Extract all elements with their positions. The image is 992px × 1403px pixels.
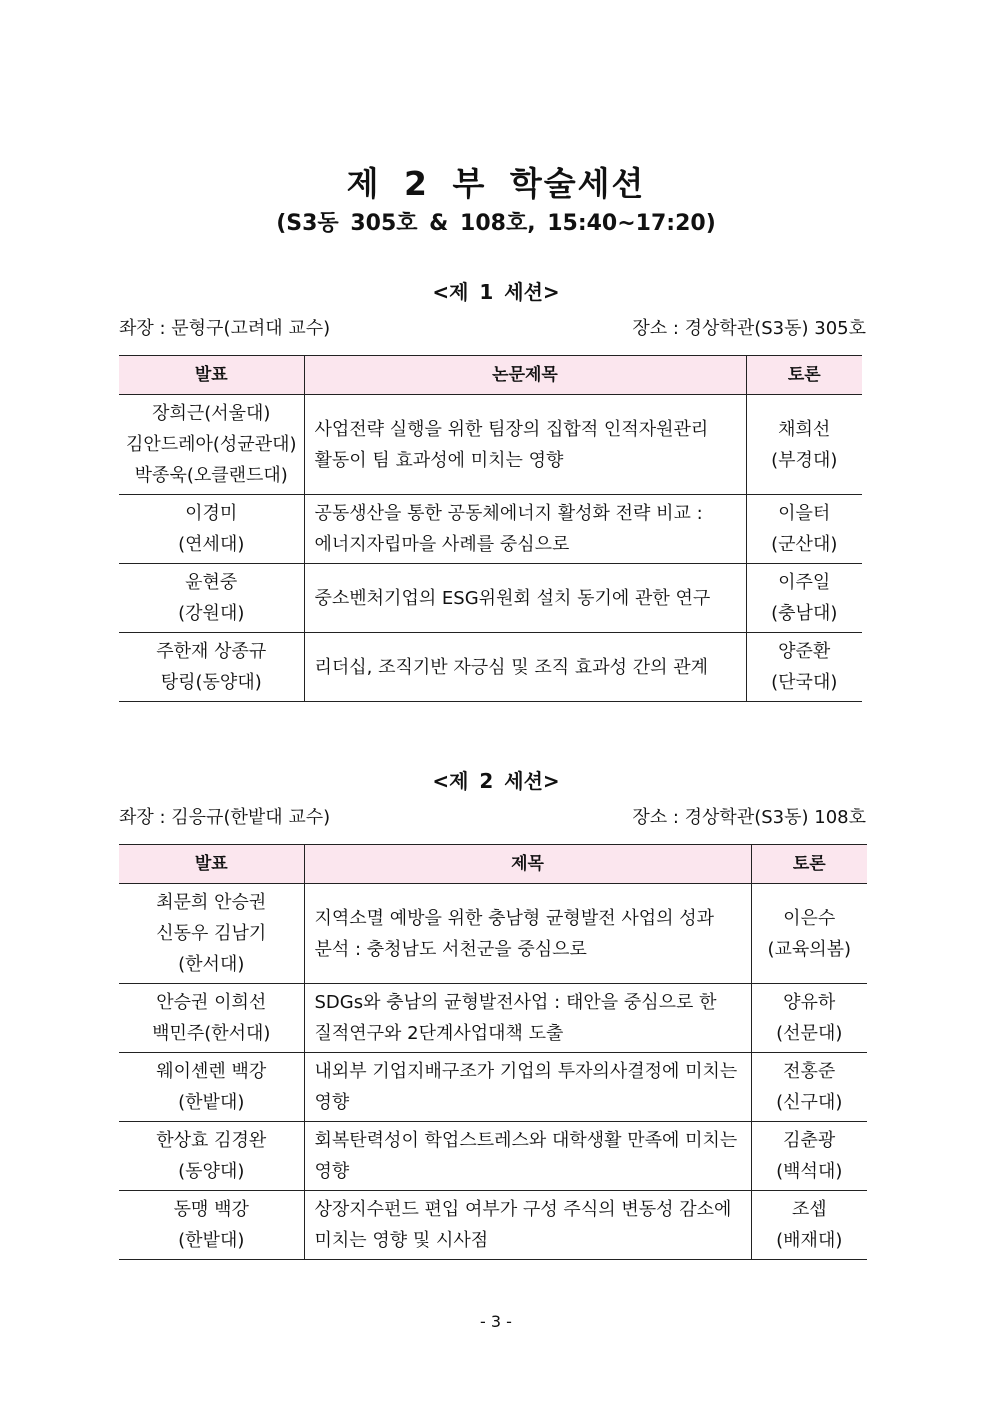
paper-title-cell-line: 질적연구와 2단계사업대책 도출	[314, 1023, 564, 1044]
presenter-cell	[119, 984, 304, 1053]
presenter-cell-line: (동양대)	[178, 1161, 245, 1182]
paper-title-cell-line: 분석 : 충청남도 서천군을 중심으로	[314, 938, 587, 960]
discussant-cell-line: (신구대)	[776, 1092, 843, 1113]
presenter-cell-line: 이경미	[185, 503, 238, 524]
paper-title-cell	[304, 1191, 751, 1260]
presenter-cell	[119, 564, 304, 633]
header-discussant: 토론	[751, 845, 867, 884]
presenter-cell	[119, 1191, 304, 1260]
header-title: 제목	[304, 845, 751, 884]
discussant-cell	[751, 1053, 867, 1122]
discussant-cell-line: (부경대)	[771, 449, 838, 471]
presenter-cell-line: 장희근(서울대)	[152, 403, 271, 424]
paper-title-cell-line: 회복탄력성이 학업스트레스와 대학생활 만족에 미치는	[314, 1130, 738, 1151]
presenter-cell-line: 백민주(한서대)	[152, 1023, 271, 1044]
table-row	[119, 564, 862, 633]
discussant-cell-line: 이을터	[778, 503, 831, 524]
table-row	[119, 1053, 867, 1122]
paper-title-cell	[304, 984, 751, 1053]
page-subtitle: (S3동 305호 & 108호, 15:40~17:20)	[276, 211, 716, 236]
session-1-place: 장소 : 경상학관(S3동) 305호	[632, 318, 866, 339]
table-row	[119, 633, 862, 702]
presenter-cell-line: (한서대)	[178, 954, 245, 975]
table-row	[119, 884, 867, 984]
paper-title-cell	[304, 1053, 751, 1122]
discussant-cell-line: 양준환	[778, 641, 831, 662]
presenter-cell-line: 윤현중	[185, 572, 238, 593]
paper-title-cell	[304, 1122, 751, 1191]
paper-title-cell-line: 상장지수펀드 편입 여부가 구성 주식의 변동성 감소에	[314, 1199, 732, 1220]
paper-title-cell	[304, 564, 746, 633]
table-row	[119, 1122, 867, 1191]
presenter-cell-line: 신동우 김남기	[156, 923, 267, 944]
paper-title-cell	[304, 495, 746, 564]
presenter-cell-line: 김안드레아(성균관대)	[125, 434, 297, 455]
header-discussant: 토론	[746, 356, 862, 395]
presenter-cell-line: 웨이셴렌 백강	[156, 1061, 267, 1082]
presenter-cell-line: 최문희 안승권	[156, 892, 267, 913]
discussant-cell	[751, 884, 867, 984]
presenter-cell-line: 탕링(동양대)	[160, 672, 262, 693]
discussant-cell	[746, 564, 862, 633]
discussant-cell-line: 조셉	[791, 1199, 827, 1220]
session-2-heading: <제 2 세션>	[432, 769, 560, 793]
discussant-cell	[746, 395, 862, 495]
paper-title-cell	[304, 884, 751, 984]
table-row	[119, 395, 862, 495]
table-row	[119, 984, 867, 1053]
presenter-cell	[119, 395, 304, 495]
table-row	[119, 495, 862, 564]
paper-title-cell-line: 미치는 영향 및 시사점	[314, 1230, 489, 1251]
session-1-chair: 좌장 : 문형구(고려대 교수)	[119, 318, 331, 339]
discussant-cell-line: (충남대)	[771, 603, 838, 624]
paper-title-cell-line: 리더십, 조직기반 자긍심 및 조직 효과성 간의 관계	[314, 656, 709, 678]
paper-title-cell-line: 내외부 기업지배구조가 기업의 투자의사결정에 미치는	[314, 1061, 738, 1082]
presenter-cell-line: (한밭대)	[178, 1092, 245, 1113]
discussant-cell	[751, 984, 867, 1053]
paper-title-cell-line: 영향	[314, 1161, 350, 1182]
session-1-heading: <제 1 세션>	[432, 280, 560, 304]
discussant-cell	[751, 1122, 867, 1191]
session-2-table	[119, 844, 867, 1260]
presenter-cell	[119, 1122, 304, 1191]
paper-title-cell	[304, 395, 746, 495]
discussant-cell-line: (선문대)	[776, 1023, 843, 1044]
paper-title-cell-line: 영향	[314, 1092, 350, 1113]
paper-title-cell-line: 지역소멸 예방을 위한 충남형 균형발전 사업의 성과	[314, 907, 714, 929]
page-title: 제 2 부 학술세션	[346, 164, 646, 203]
presenter-cell-line: 안승권 이희선	[156, 992, 267, 1013]
discussant-cell-line: 김춘광	[783, 1130, 836, 1151]
discussant-cell	[746, 633, 862, 702]
header-presenter: 발표	[119, 845, 304, 884]
discussant-cell-line: (군산대)	[771, 534, 838, 555]
presenter-cell-line: 박종욱(오클랜드대)	[134, 465, 288, 486]
presenter-cell-line: 동맹 백강	[173, 1199, 249, 1220]
presenter-cell-line: 주한재 상종규	[156, 641, 267, 662]
presenter-cell	[119, 884, 304, 984]
presenter-cell	[119, 495, 304, 564]
presenter-cell	[119, 633, 304, 702]
paper-title-cell	[304, 633, 746, 702]
page-number: - 3 -	[480, 1312, 512, 1331]
presenter-cell-line: 한상효 김경완	[156, 1130, 267, 1151]
header-paper-title: 논문제목	[304, 356, 746, 395]
discussant-cell	[751, 1191, 867, 1260]
presenter-cell-line: (강원대)	[178, 603, 245, 624]
discussant-cell-line: (단국대)	[771, 672, 838, 693]
table-header-row	[119, 845, 867, 884]
discussant-cell-line: 이은수	[783, 907, 836, 929]
paper-title-cell-line: 사업전략 실행을 위한 팀장의 집합적 인적자원관리	[314, 418, 709, 440]
discussant-cell-line: (교육의봄)	[767, 938, 852, 960]
presenter-cell-line: (연세대)	[178, 534, 245, 555]
table-header-row	[119, 356, 862, 395]
session-1-table	[119, 355, 862, 702]
discussant-cell-line: (백석대)	[776, 1161, 843, 1182]
table-row	[119, 1191, 867, 1260]
discussant-cell	[746, 495, 862, 564]
session-2-chair: 좌장 : 김응규(한밭대 교수)	[119, 807, 331, 828]
session-2-place: 장소 : 경상학관(S3동) 108호	[632, 807, 866, 828]
paper-title-cell-line: 공동생산을 통한 공동체에너지 활성화 전략 비교 :	[314, 503, 703, 524]
paper-title-cell-line: 중소벤처기업의 ESG위원회 설치 동기에 관한 연구	[314, 587, 711, 609]
header-presenter: 발표	[119, 356, 304, 395]
paper-title-cell-line: 에너지자립마을 사례를 중심으로	[314, 534, 570, 555]
discussant-cell-line: 이주일	[778, 572, 831, 593]
discussant-cell-line: 전홍준	[783, 1061, 836, 1082]
discussant-cell-line: (배재대)	[776, 1230, 843, 1251]
paper-title-cell-line: 활동이 팀 효과성에 미치는 영향	[314, 449, 564, 471]
paper-title-cell-line: SDGs와 충남의 균형발전사업 : 태안을 중심으로 한	[314, 992, 717, 1013]
discussant-cell-line: 채희선	[778, 418, 831, 440]
presenter-cell	[119, 1053, 304, 1122]
discussant-cell-line: 양유하	[783, 992, 836, 1013]
presenter-cell-line: (한밭대)	[178, 1230, 245, 1251]
